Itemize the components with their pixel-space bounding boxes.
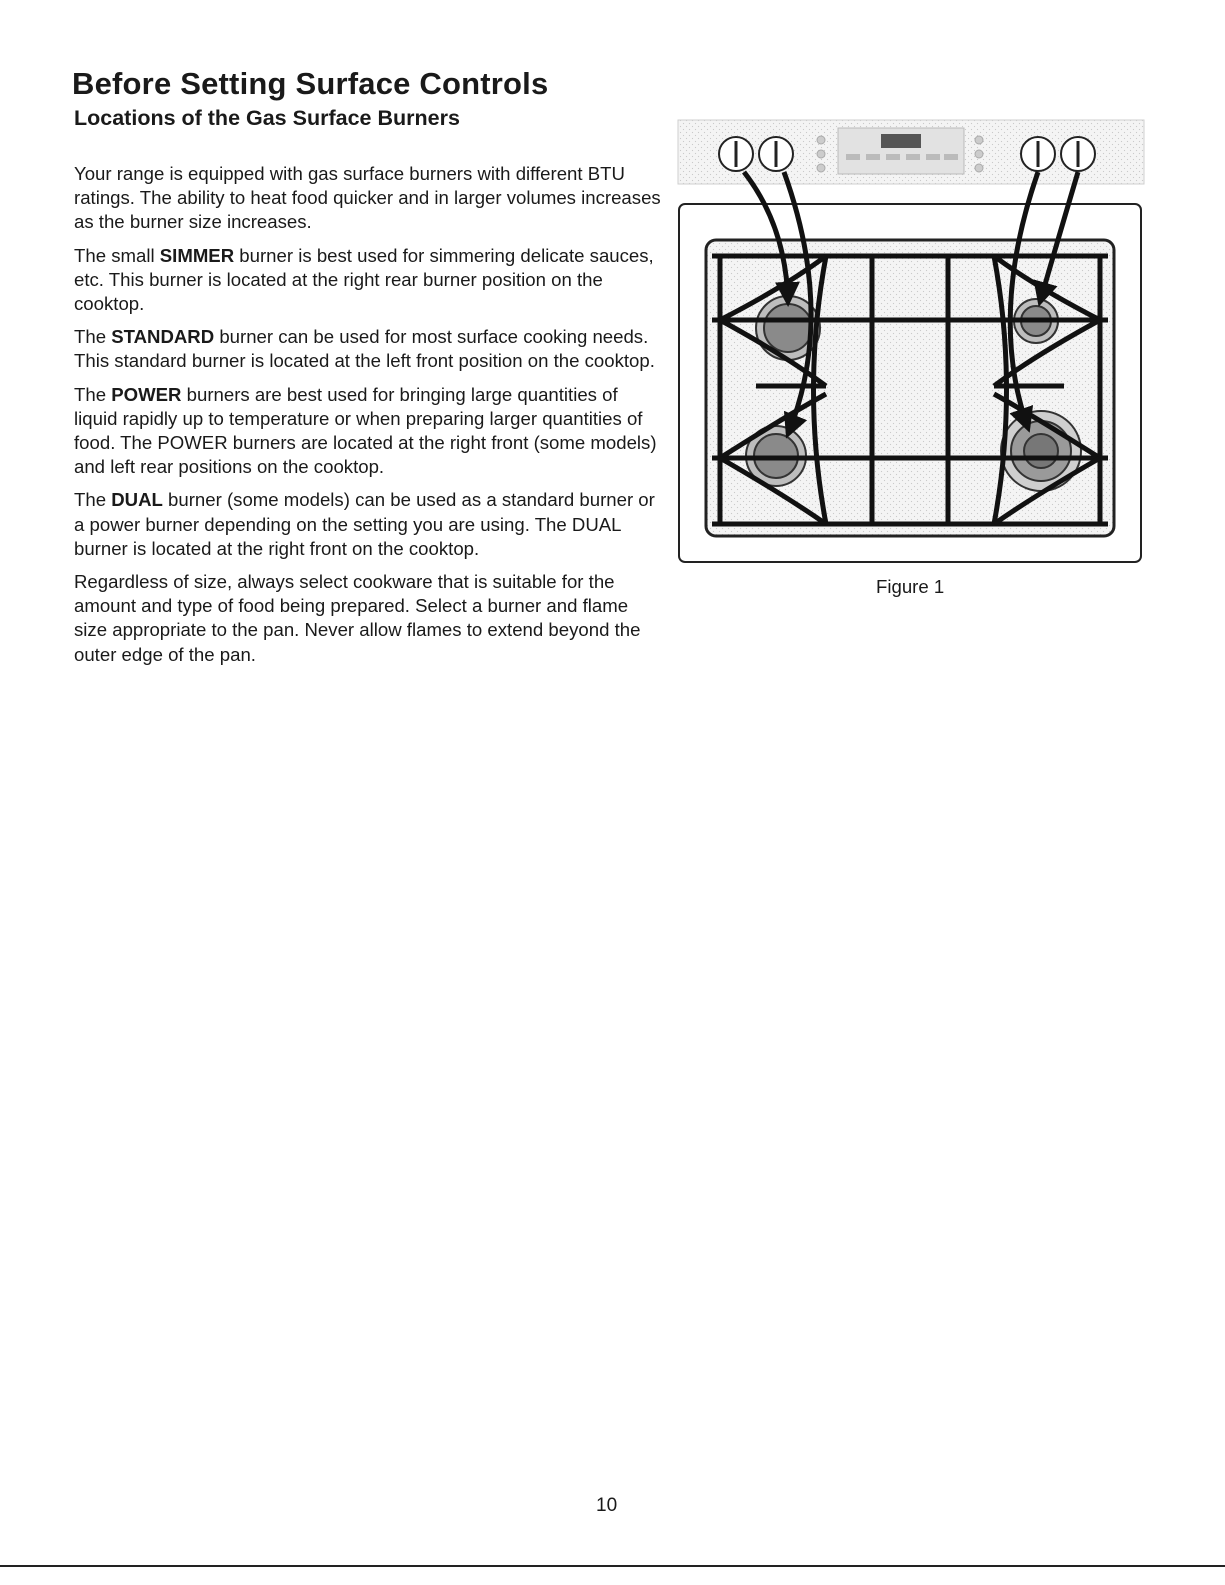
paragraph-power — [74, 383, 664, 480]
paragraph-standard — [74, 325, 664, 373]
paragraph-text: Your range is equipped with gas surface burners with different BTU ratings. The ability to heat food quicker and in larger volumes increases as the burner size increases. — [74, 163, 661, 233]
paragraph-text: Regardless of size, always select cookware that is suitable for the amount and type of food being prepared. Select a burner and flame size appropriate to the pan. Never allow flames to extend beyond the outer edge of the pan. — [74, 571, 641, 665]
cooktop-figure — [676, 116, 1146, 568]
figure-caption: Figure 1 — [876, 576, 945, 597]
keyword-power: POWER — [111, 383, 182, 405]
page-number: 10 — [596, 1495, 618, 1516]
paragraph-text: burner is best used for simmering delicate sauces, etc. This burner is located at the right rear burner position on the cooktop. — [74, 244, 654, 315]
paragraph-text: The — [74, 326, 112, 348]
paragraph-text: burner (some models) can be used as a standard burner or a power burner depending on the setting you are using. The DUAL burner is located at the right front on the cooktop. — [74, 489, 655, 559]
body-text — [74, 162, 664, 676]
paragraph-simmer — [74, 244, 664, 317]
display-screen — [881, 134, 921, 148]
paragraph-dual — [74, 488, 664, 561]
paragraph-cookware — [74, 570, 664, 667]
keyword-standard: STANDARD — [111, 326, 215, 348]
keyword-simmer: SIMMER — [159, 244, 235, 266]
paragraph-text: The — [74, 489, 112, 511]
paragraph-text: The small — [74, 244, 160, 266]
page-title: Before Setting Surface Controls — [72, 66, 549, 101]
paragraph-intro — [74, 162, 664, 235]
paragraph-text: burner can be used for most surface cooking needs. This standard burner is located at the left front position on the cooktop. — [74, 326, 655, 372]
bottom-rule — [0, 1565, 1225, 1567]
cooktop-burner-diagram-icon — [676, 116, 1146, 568]
keyword-dual: DUAL — [111, 489, 163, 511]
paragraph-text: burners are best used for bringing large quantities of liquid rapidly up to temperature or when preparing larger quantities of food. The POWER burners are located at the right front (some models) and left rear positions on the cooktop. — [74, 383, 657, 478]
section-title: Locations of the Gas Surface Burners — [74, 106, 460, 130]
paragraph-text: The — [74, 383, 112, 405]
